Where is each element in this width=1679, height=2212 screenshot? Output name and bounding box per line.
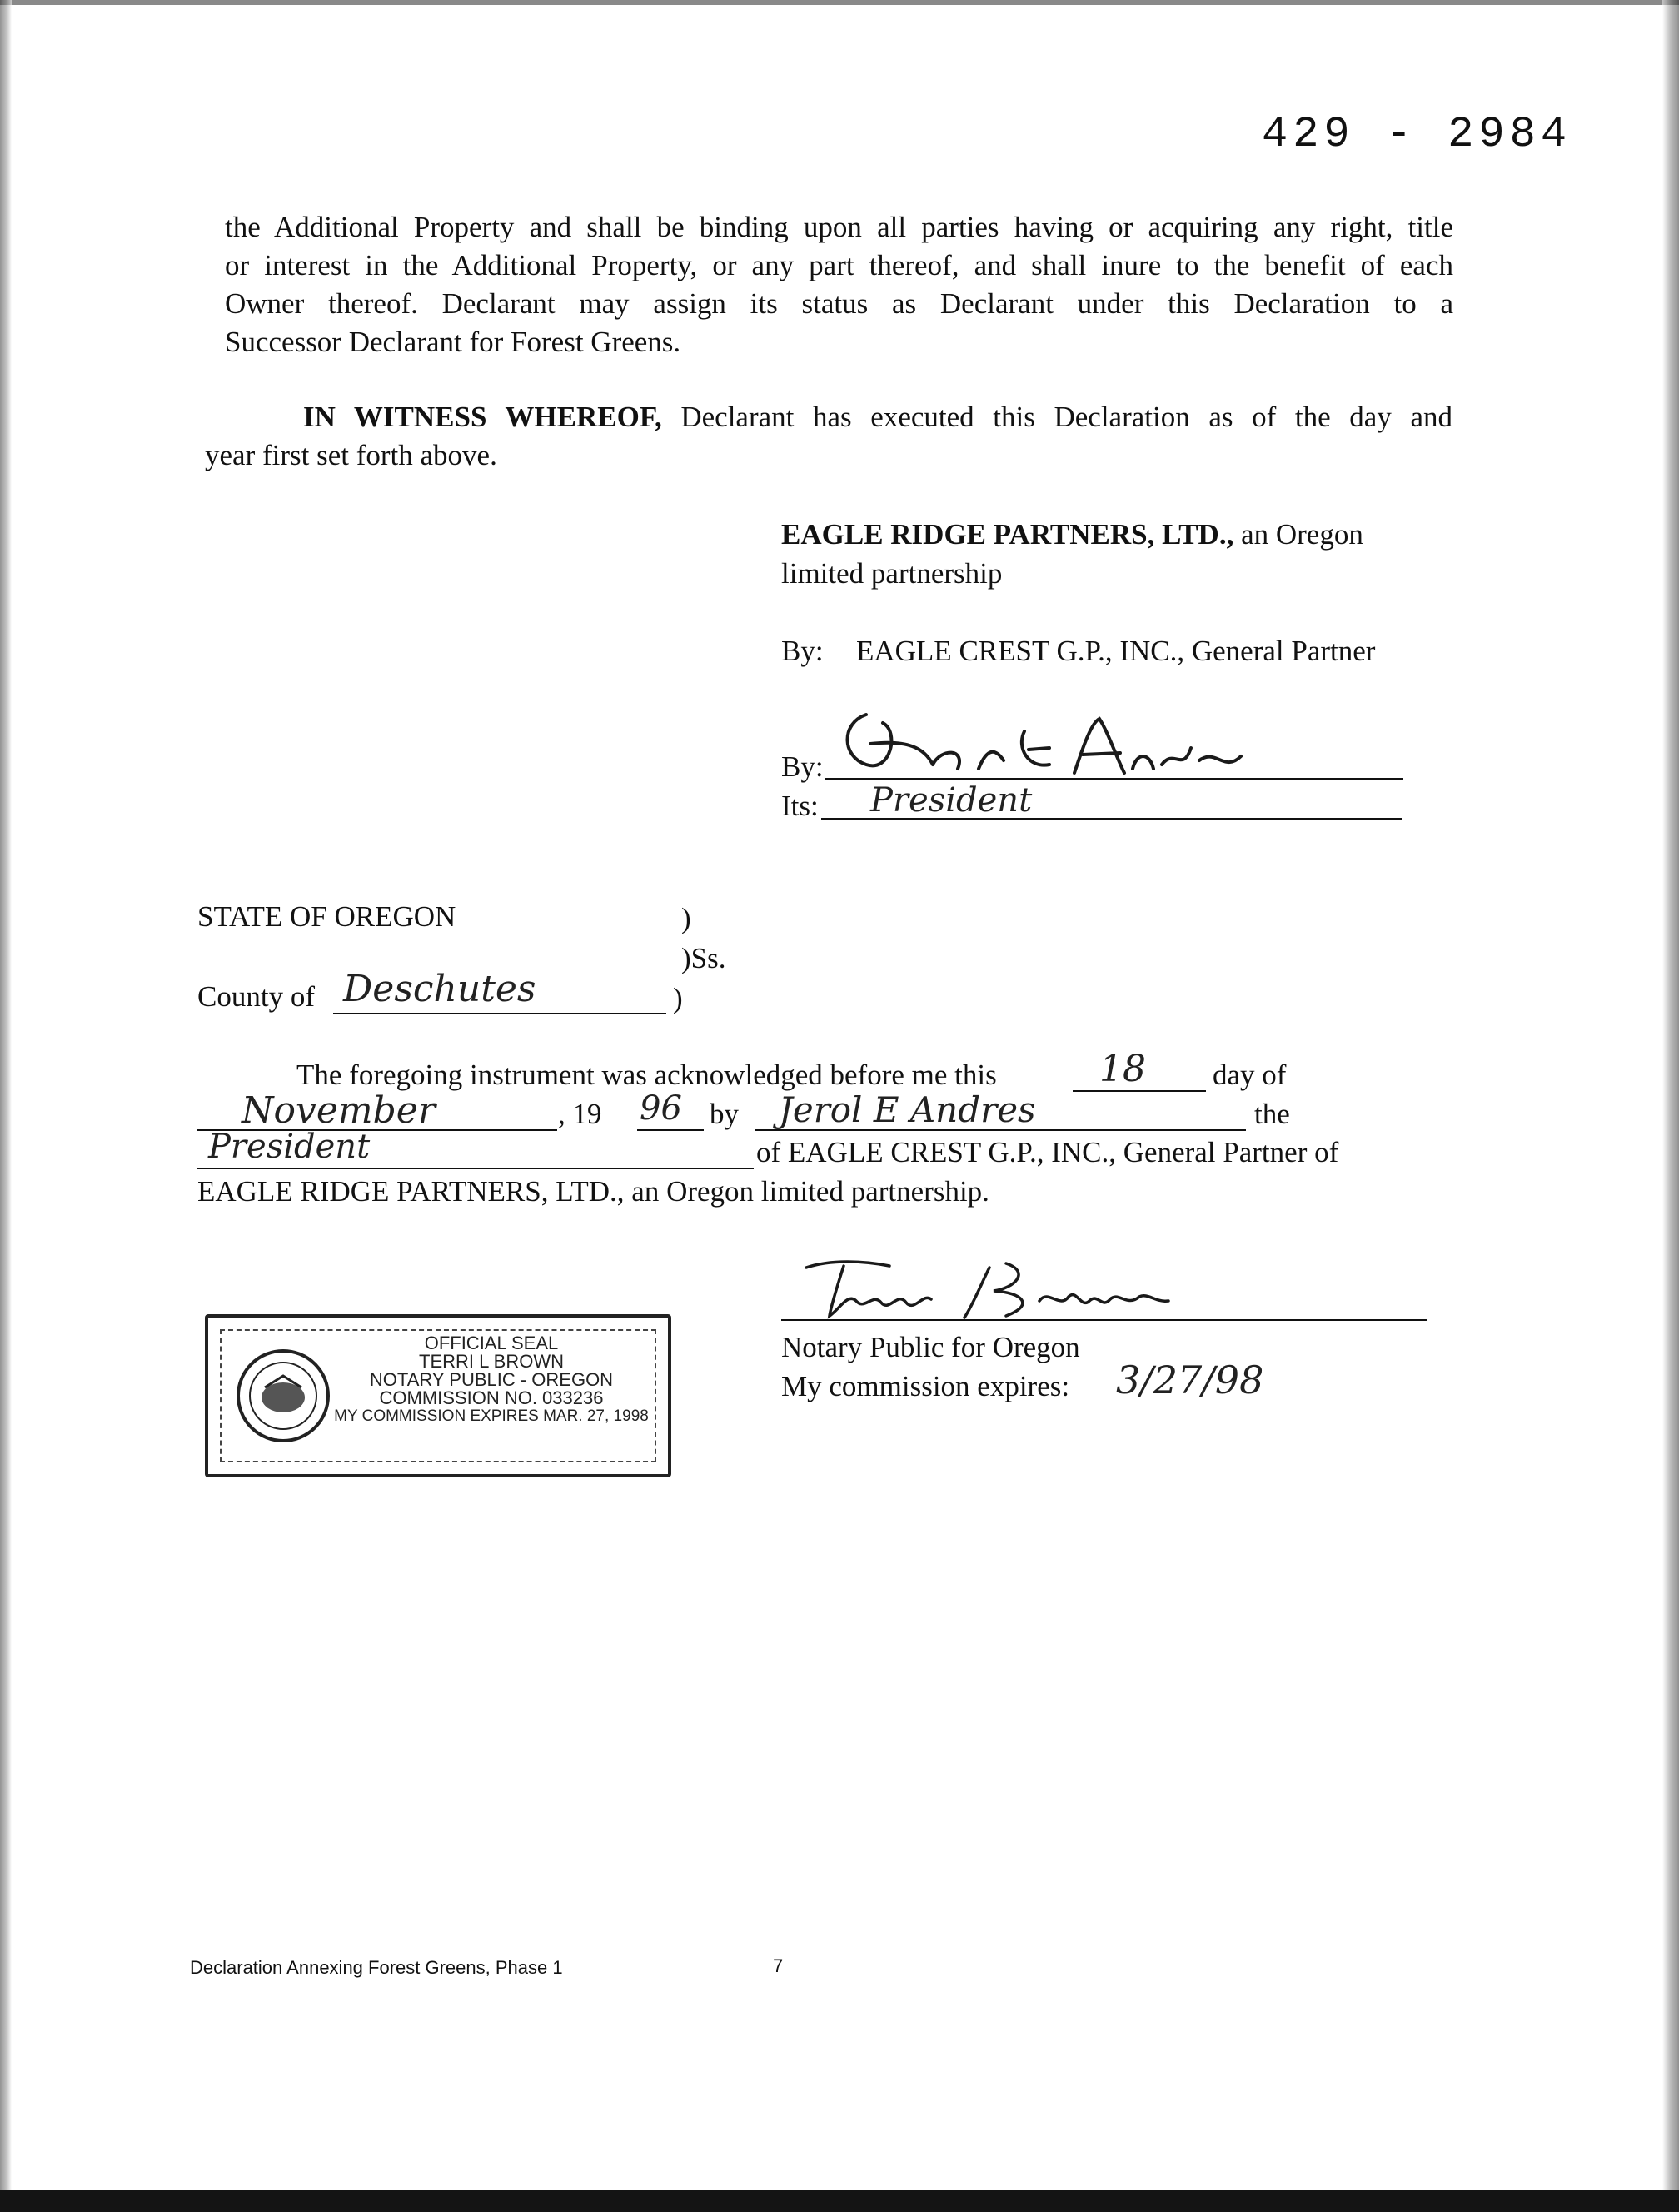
paragraph-line: Owner thereof. Declarant may assign its status as Declarant under this Declaration to a xyxy=(225,287,1453,320)
year-value: 96 xyxy=(640,1089,682,1128)
day-value: 18 xyxy=(1099,1048,1146,1090)
ack-by-label: by xyxy=(710,1098,739,1130)
page-number: 7 xyxy=(773,1955,784,1976)
year-line xyxy=(637,1129,704,1131)
signatory-name-line xyxy=(781,516,1363,554)
witness-lead: IN WITNESS WHEREOF, xyxy=(303,401,662,433)
seal-line: COMMISSION NO. 033236 xyxy=(379,1387,604,1408)
declaration-paragraph xyxy=(225,208,1453,361)
title-line xyxy=(197,1168,754,1169)
county-label: County of xyxy=(197,980,315,1013)
venue-paren-1: ) xyxy=(681,902,691,934)
footer-title: Declaration Annexing Forest Greens, Phase 1 xyxy=(190,1957,563,1978)
notary-signature-drawing xyxy=(798,1251,1198,1326)
witness-paragraph xyxy=(205,398,1452,475)
paragraph-line: or interest in the Additional Property, or any part thereof, and shall inure to the benefit of each xyxy=(225,249,1453,281)
seal-text xyxy=(333,1334,650,1426)
venue-ss: )Ss. xyxy=(681,942,726,974)
scan-edge-top xyxy=(0,0,1679,5)
seal-line: MY COMMISSION EXPIRES MAR. 27, 1998 xyxy=(334,1407,649,1425)
scan-edge-right xyxy=(1662,0,1679,2212)
notary-signature-line xyxy=(781,1319,1427,1321)
president-signature-drawing xyxy=(833,698,1266,790)
document-number: 429 - 2984 xyxy=(1262,110,1572,159)
year-prefix: , 19 xyxy=(558,1098,602,1130)
seal-line: TERRI L BROWN xyxy=(419,1351,564,1372)
ack-line-1-text: The foregoing instrument was acknowledged before me this xyxy=(296,1059,997,1091)
county-line xyxy=(333,1013,666,1014)
president-signature xyxy=(833,698,1266,794)
seal-line: NOTARY PUBLIC - OREGON xyxy=(369,1369,614,1390)
state-label: STATE OF OREGON xyxy=(197,900,456,933)
commission-label: My commission expires: xyxy=(781,1370,1070,1402)
ack-the-label: the xyxy=(1254,1098,1290,1130)
title-value: President xyxy=(208,1128,371,1166)
by-general-partner-value: EAGLE CREST G.P., INC., General Partner xyxy=(856,635,1376,667)
ack-line-4: EAGLE RIDGE PARTNERS, LTD., an Oregon limited partnership. xyxy=(197,1175,989,1208)
by-general-partner-label: By: xyxy=(781,635,824,667)
paragraph-line: Successor Declarant for Forest Greens. xyxy=(225,326,681,358)
witness-line-1-rest: Declarant has executed this Declaration as of the day and xyxy=(661,401,1452,433)
signatory-type: limited partnership xyxy=(781,557,1003,590)
county-value: Deschutes xyxy=(343,968,536,1010)
scan-edge-left xyxy=(0,0,12,2212)
notary-seal xyxy=(205,1314,671,1477)
scan-edge-bottom xyxy=(0,2190,1679,2212)
ack-line-3-post: of EAGLE CREST G.P., INC., General Partner of xyxy=(756,1136,1339,1168)
month-value: November xyxy=(242,1089,436,1132)
signature-by-label: By: xyxy=(781,750,824,783)
paragraph-line: the Additional Property and shall be binding upon all parties having or acquiring any right, title xyxy=(225,211,1453,243)
its-value: President xyxy=(870,781,1033,820)
notary-signature xyxy=(798,1251,1198,1330)
state-seal-emblem xyxy=(233,1346,333,1446)
venue-paren-2: ) xyxy=(673,982,683,1014)
seal-line: OFFICIAL SEAL xyxy=(424,1333,559,1353)
notary-title: Notary Public for Oregon xyxy=(781,1331,1080,1363)
witness-line-1 xyxy=(205,398,1452,436)
ack-line-1-post: day of xyxy=(1213,1059,1287,1091)
signer-value: Jerol E Andres xyxy=(779,1089,1036,1130)
signatory-name-rest: an Oregon xyxy=(1233,518,1363,551)
its-label: Its: xyxy=(781,790,819,822)
day-line xyxy=(1073,1090,1206,1092)
commission-value: 3/27/98 xyxy=(1116,1358,1264,1402)
signatory-name: EAGLE RIDGE PARTNERS, LTD., xyxy=(781,518,1234,551)
witness-line-2: year first set forth above. xyxy=(205,439,497,471)
